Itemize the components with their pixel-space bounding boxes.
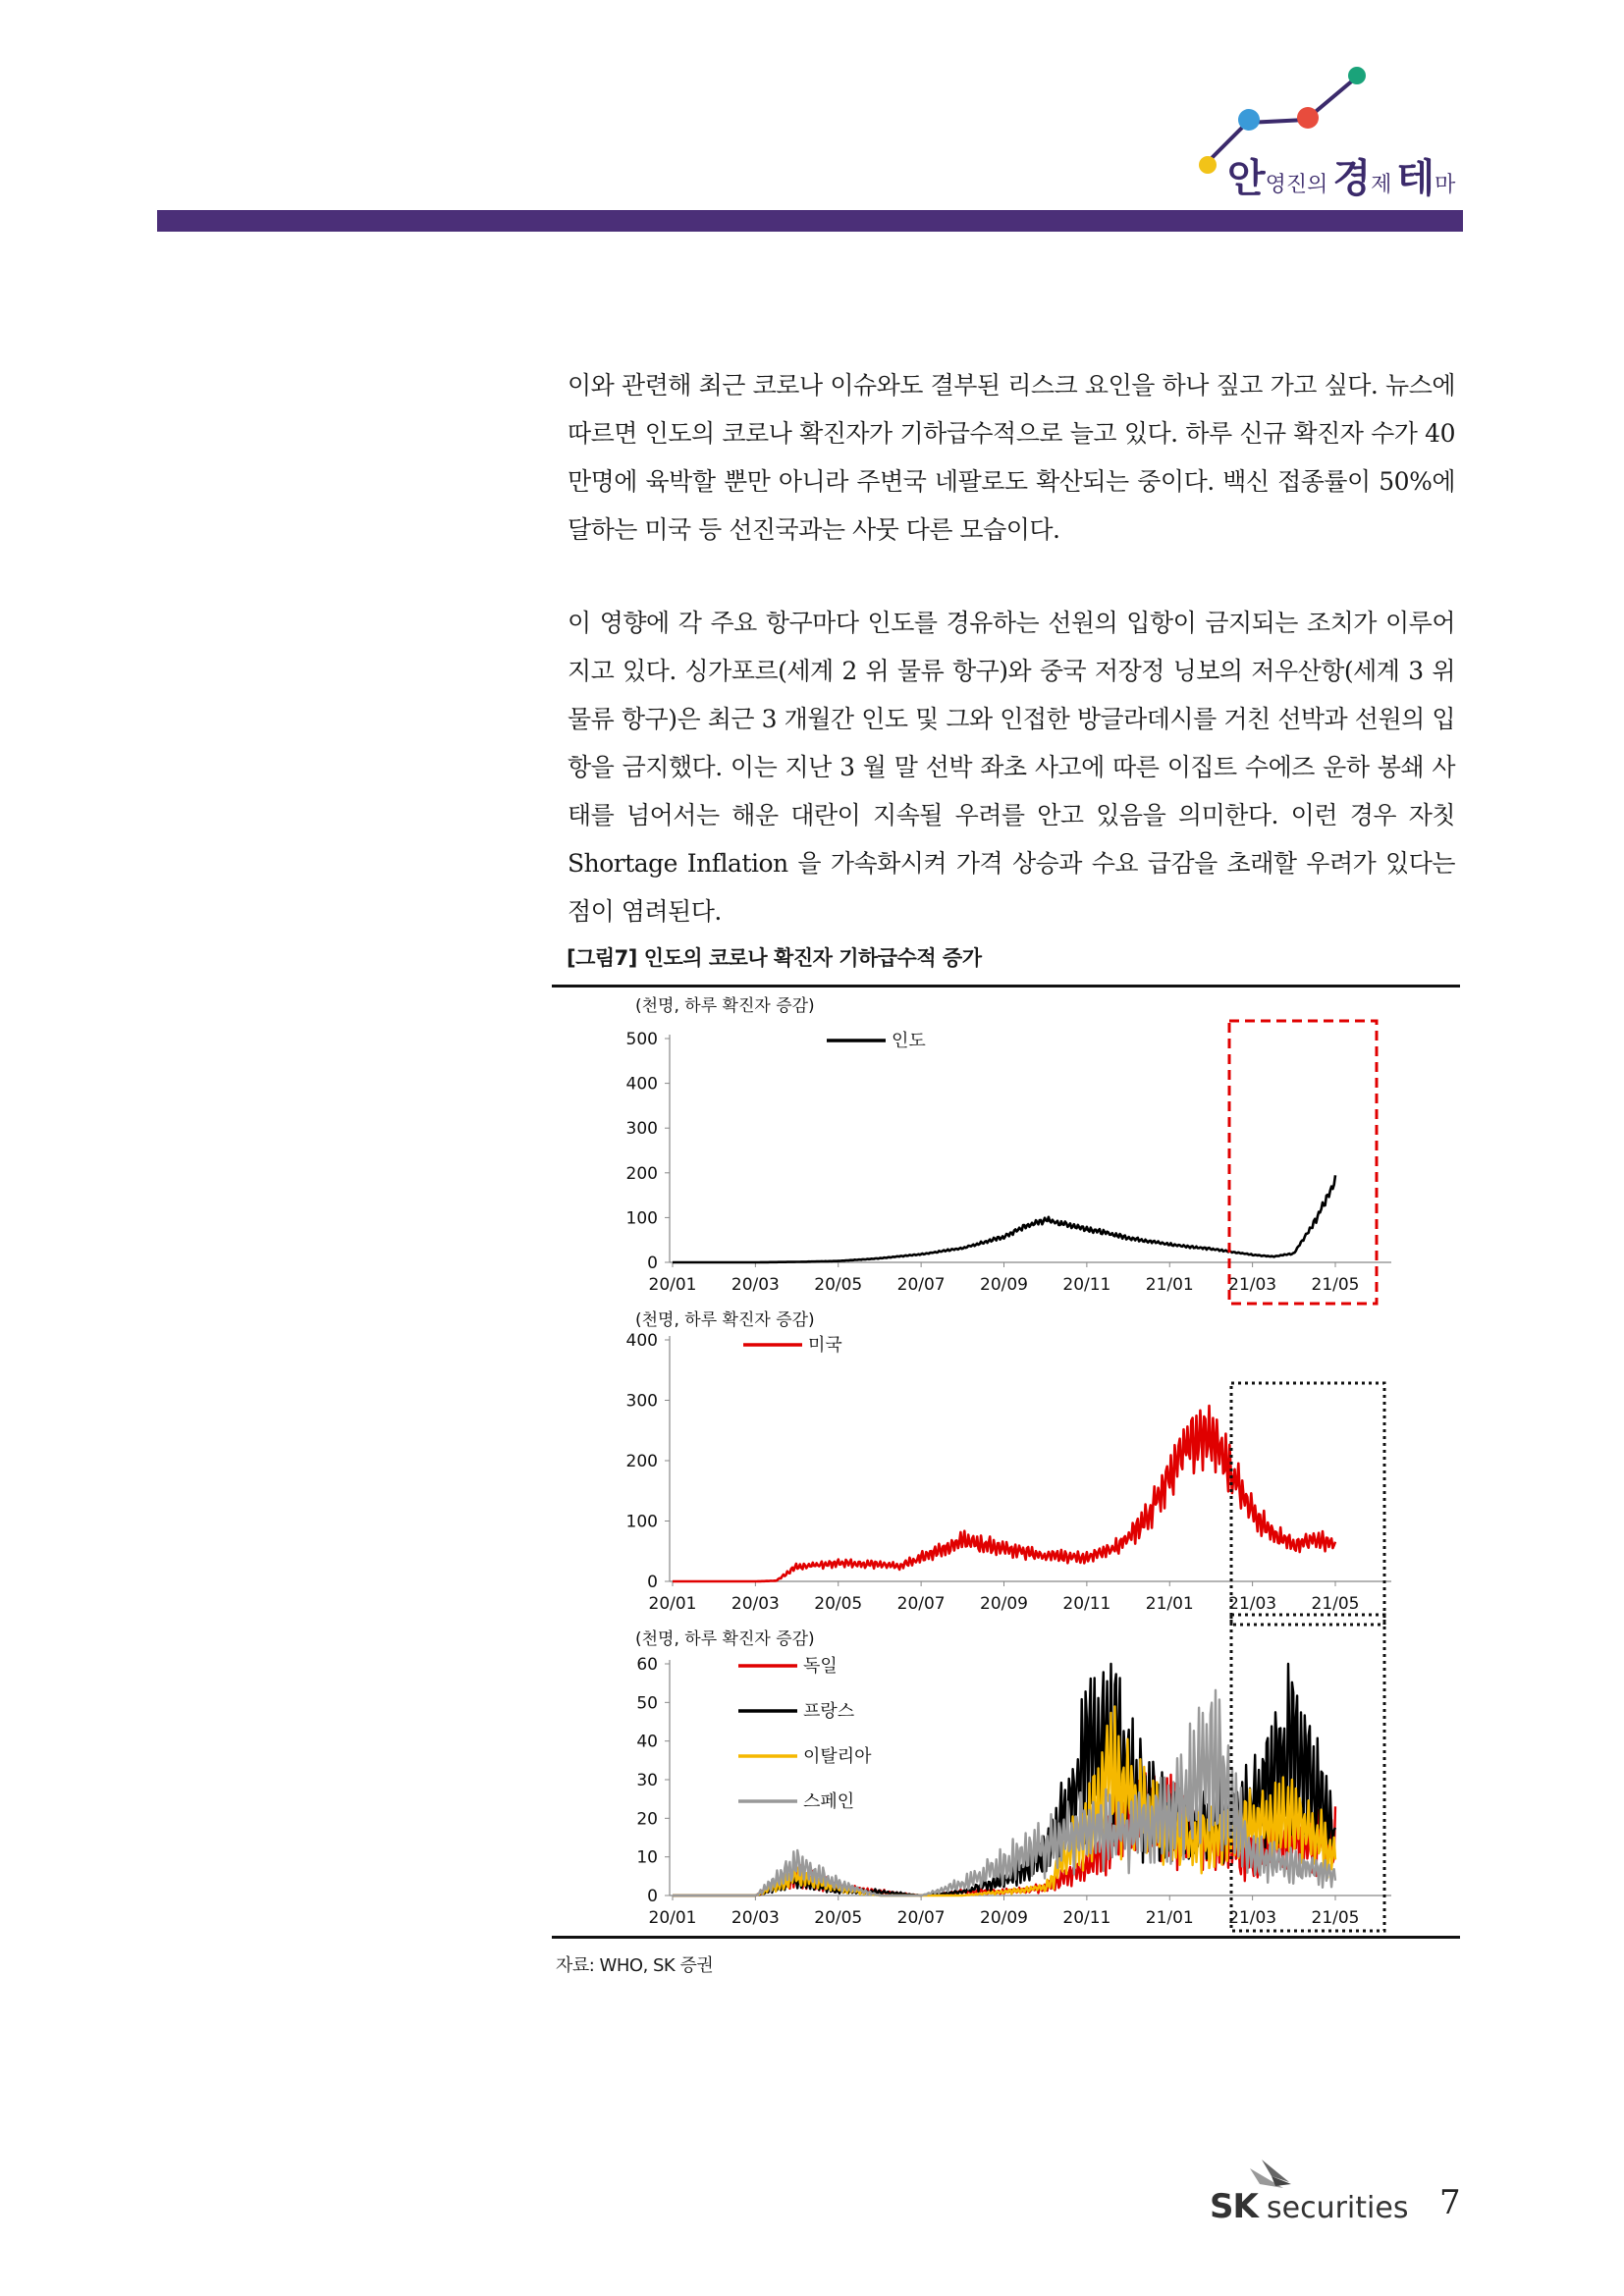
x-tick-label: 20/05 — [814, 1594, 863, 1614]
x-tick-label: 20/05 — [814, 1908, 863, 1928]
y-tick-label: 400 — [625, 1331, 658, 1351]
series-line-1 — [673, 1406, 1335, 1581]
figure-source: 자료: WHO, SK 증권 — [556, 1955, 714, 1976]
y-tick-label: 30 — [636, 1771, 658, 1790]
legend-label: 독일 — [803, 1656, 838, 1677]
x-tick-label: 21/05 — [1311, 1908, 1360, 1928]
y-tick-label: 0 — [647, 1254, 658, 1273]
x-tick-label: 21/03 — [1228, 1908, 1277, 1928]
logo-dot-yellow — [1199, 156, 1217, 174]
y-tick-label: 500 — [625, 1030, 658, 1049]
x-tick-label: 20/07 — [896, 1908, 946, 1928]
chart-usa — [552, 1310, 1396, 1625]
x-tick-label: 20/11 — [1062, 1908, 1111, 1928]
x-tick-label: 20/03 — [731, 1275, 780, 1295]
x-tick-label: 20/09 — [980, 1908, 1028, 1928]
chart-india — [552, 991, 1396, 1315]
legend-label: 스페인 — [803, 1791, 855, 1812]
figure-top-rule — [552, 985, 1460, 988]
x-tick-label: 20/07 — [896, 1275, 946, 1295]
legend-label: 프랑스 — [803, 1701, 855, 1722]
y-tick-label: 300 — [625, 1119, 658, 1140]
y-tick-label: 100 — [625, 1512, 658, 1532]
y-tick-label: 40 — [636, 1732, 658, 1752]
x-tick-label: 20/09 — [980, 1275, 1028, 1295]
legend-label: 미국 — [808, 1335, 842, 1356]
y-tick-label: 200 — [625, 1452, 658, 1471]
unit-label: (천명, 하루 확진자 증감) — [635, 996, 815, 1016]
y-tick-label: 400 — [625, 1074, 658, 1095]
highlight-box — [1231, 1383, 1384, 1625]
figure-title: [그림7] 인도의 코로나 확진자 기하급수적 증가 — [567, 946, 982, 970]
y-tick-label: 60 — [636, 1655, 658, 1675]
logo-text-part3: 경 — [1332, 156, 1372, 201]
x-tick-label: 20/11 — [1062, 1594, 1111, 1614]
figure-bottom-rule — [552, 1936, 1460, 1939]
x-tick-label: 21/05 — [1311, 1275, 1360, 1295]
x-tick-label: 20/01 — [648, 1275, 697, 1295]
x-tick-label: 20/03 — [731, 1594, 780, 1614]
x-tick-label: 20/01 — [648, 1594, 697, 1614]
series-line-4 — [673, 1690, 1335, 1896]
legend-label: 이탈리아 — [803, 1746, 872, 1767]
series-line-1 — [673, 1175, 1335, 1262]
logo-dot-blue — [1238, 109, 1260, 131]
logo-text-part2: 영진의 — [1265, 173, 1328, 197]
logo-text-part1: 안 — [1227, 156, 1266, 201]
x-tick-label: 21/01 — [1145, 1594, 1194, 1614]
footer-brand: SK — [1210, 2187, 1258, 2226]
footer-brand-sub: securities — [1267, 2191, 1409, 2225]
x-tick-label: 20/01 — [648, 1908, 697, 1928]
y-tick-label: 200 — [625, 1163, 658, 1184]
logo-text-part4: 제 — [1371, 173, 1392, 197]
highlight-box — [1229, 1021, 1377, 1304]
x-tick-label: 20/03 — [731, 1908, 780, 1928]
x-tick-label: 20/11 — [1062, 1275, 1111, 1295]
y-tick-label: 100 — [625, 1208, 658, 1229]
y-tick-label: 20 — [636, 1809, 658, 1830]
logo-dot-red — [1297, 107, 1319, 129]
x-tick-label: 21/03 — [1228, 1275, 1277, 1295]
chart-europe — [552, 1625, 1396, 1939]
page-number: 7 — [1439, 2183, 1461, 2222]
logo-text-part6: 마 — [1435, 173, 1456, 197]
x-tick-label: 21/01 — [1145, 1275, 1194, 1295]
y-tick-label: 300 — [625, 1391, 658, 1412]
unit-label: (천명, 하루 확진자 증감) — [635, 1629, 815, 1649]
logo-text-part5: 테 — [1396, 156, 1435, 201]
x-tick-label: 20/07 — [896, 1594, 946, 1614]
paragraph-2: 이 영향에 각 주요 항구마다 인도를 경유하는 선원의 입항이 금지되는 조치가 이루어지고 있다. 싱가포르(세계 2 위 물류 항구)와 중국 저장정 닝보의 저우산항(세계 3 위 물류 항구)은 최근 3 개월간 인도 및 그와 인접한 방글라데시를 거친 선박과 선원의 입항을 금지했다. 이는 지난 3 월 말 선박 좌초 사고에 따른 이집트 수에즈 운하 봉쇄 사태를 넘어서는 해운 대란이 지속될 우려를 안고 있음을 의미한다. 이런 경우 자칫 Shortage Inflation 을 가속화시켜 가격 상승과 수요 급감을 초래할 우려가 있다는 점이 염려된다. — [568, 609, 1455, 926]
logo-dot-green — [1348, 67, 1366, 84]
x-tick-label: 21/05 — [1311, 1594, 1360, 1614]
header-logo-text — [1227, 147, 1455, 203]
y-tick-label: 0 — [647, 1887, 658, 1906]
header-bar — [157, 210, 1463, 232]
y-tick-label: 50 — [636, 1693, 658, 1714]
x-tick-label: 21/01 — [1145, 1908, 1194, 1928]
y-tick-label: 0 — [647, 1573, 658, 1592]
x-tick-label: 21/03 — [1228, 1594, 1277, 1614]
unit-label: (천명, 하루 확진자 증감) — [635, 1310, 815, 1330]
x-tick-label: 20/05 — [814, 1275, 863, 1295]
y-tick-label: 10 — [636, 1847, 658, 1868]
legend-label: 인도 — [892, 1031, 926, 1051]
x-tick-label: 20/09 — [980, 1594, 1028, 1614]
paragraph-1: 이와 관련해 최근 코로나 이슈와도 결부된 리스크 요인을 하나 짚고 가고 싶다. 뉴스에 따르면 인도의 코로나 확진자가 기하급수적으로 늘고 있다. 하루 신규 확진자 수가 40 만명에 육박할 뿐만 아니라 주변국 네팔로도 확산되는 중이다. 백신 접종률이 50%에 달하는 미국 등 선진국과는 사뭇 다른 모습이다. — [568, 371, 1455, 544]
